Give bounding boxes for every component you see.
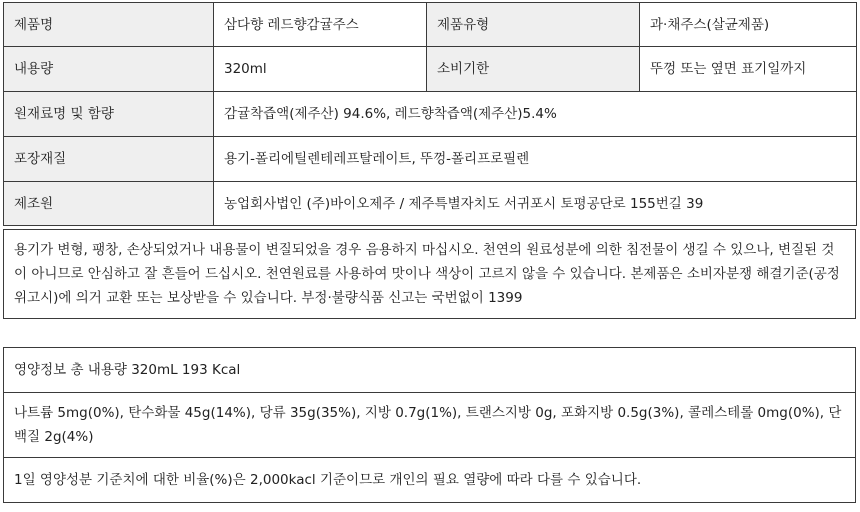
table-row — [4, 348, 856, 393]
label-packaging: 포장재질 — [4, 137, 214, 182]
caution-notice: 용기가 변형, 팽창, 손상되었거나 내용물이 변질되었을 경우 음용하지 마십시오. 천연의 원료성분에 의한 침전물이 생길 수 있으나, 변질된 것이 아니므로 안심하고 잘 흔들어 드십시오. 천연원료를 사용하여 맛이나 색상이 고르지 않을 수 있습니다. 본제품은 소비자분쟁 해결기준(공정위고시)에 의거 교환 또는 보상받을 수 있습니다. 부정·불량식품 신고는 국번없이 1399 — [4, 230, 856, 319]
table-row — [4, 137, 857, 182]
nutrition-footnote: 1일 영양성분 기준치에 대한 비율(%)은 2,000kacl 기준이므로 개인의 필요 열량에 따라 다를 수 있습니다. — [4, 458, 856, 503]
table-row — [4, 458, 856, 503]
value-expiry: 뚜껑 또는 옆면 표기일까지 — [640, 47, 857, 92]
label-expiry: 소비기한 — [427, 47, 640, 92]
value-ingredients: 감귤착즙액(제주산) 94.6%, 레드향착즙액(제주산)5.4% — [214, 92, 857, 137]
nutrition-facts: 나트륨 5mg(0%), 탄수화물 45g(14%), 당류 35g(35%), 지방 0.7g(1%), 트랜스지방 0g, 포화지방 0.5g(3%), 콜레스테롤 0mg(0%), 단백질 2g(4%) — [4, 393, 856, 458]
label-product-name: 제품명 — [4, 3, 214, 47]
value-manufacturer: 농업회사법인 (주)바이오제주 / 제주특별자치도 서귀포시 토평공단로 155번길 39 — [214, 182, 857, 226]
label-product-type: 제품유형 — [427, 3, 640, 47]
table-row — [4, 47, 857, 92]
value-product-type: 과·채주스(살균제품) — [640, 3, 857, 47]
value-volume: 320ml — [214, 47, 427, 92]
product-info-table — [3, 2, 857, 226]
table-row — [4, 393, 856, 458]
value-packaging: 용기-폴리에틸렌테레프탈레이트, 뚜껑-폴리프로필렌 — [214, 137, 857, 182]
value-product-name: 삼다향 레드향감귤주스 — [214, 3, 427, 47]
table-row — [4, 92, 857, 137]
notice-table — [3, 229, 856, 319]
nutrition-table — [3, 347, 856, 503]
label-manufacturer: 제조원 — [4, 182, 214, 226]
label-volume: 내용량 — [4, 47, 214, 92]
table-row — [4, 182, 857, 226]
table-row — [4, 230, 856, 319]
table-row — [4, 3, 857, 47]
label-ingredients: 원재료명 및 함량 — [4, 92, 214, 137]
nutrition-header: 영양정보 총 내용량 320mL 193 Kcal — [4, 348, 856, 393]
